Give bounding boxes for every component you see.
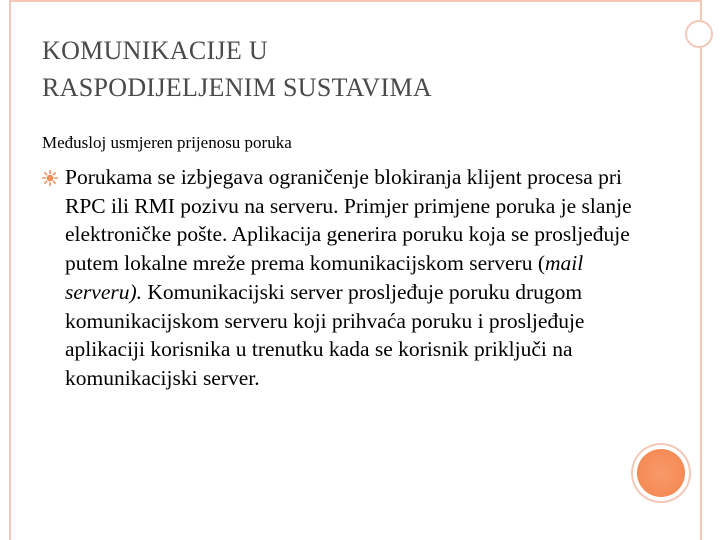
slide-title — [42, 32, 642, 106]
frame-left-border — [9, 0, 11, 540]
slide-title-line1: KOMUNIKACIJE U — [42, 36, 268, 65]
bullet-text-italic: mail serveru). — [65, 251, 584, 304]
decorative-orange-circle-icon — [637, 449, 685, 497]
bullet-item — [42, 163, 642, 393]
frame-top-border — [9, 0, 702, 2]
bullet-text-part2: Komunikacijski server prosljeđuje poruku drugom komunikacijskom serveru koji prihvaća poruku i prosljeđuje aplikaciji korisnika u trenutku kada se korisnik priključi na komunikacijski server. — [65, 279, 585, 390]
bullet-text-part1: Porukama se izbjegava ograničenje blokiranja klijent procesa pri RPC ili RMI pozivu na serveru. Primjer primjene poruka je slanje elektroničke pošte. Aplikacija generira poruku koja se prosljeđuje putem lokalne mreže prema komunikacijskom serveru ( — [65, 165, 632, 276]
sun-bullet-icon — [42, 170, 58, 186]
slide-title-line2: RASPODIJELJENIM SUSTAVIMA — [42, 73, 432, 102]
decorative-ring-icon — [685, 20, 713, 48]
frame-right-border — [700, 0, 702, 540]
slide-subtitle: Međusloj usmjeren prijenosu poruka — [42, 133, 292, 152]
bullet-text — [65, 163, 642, 393]
